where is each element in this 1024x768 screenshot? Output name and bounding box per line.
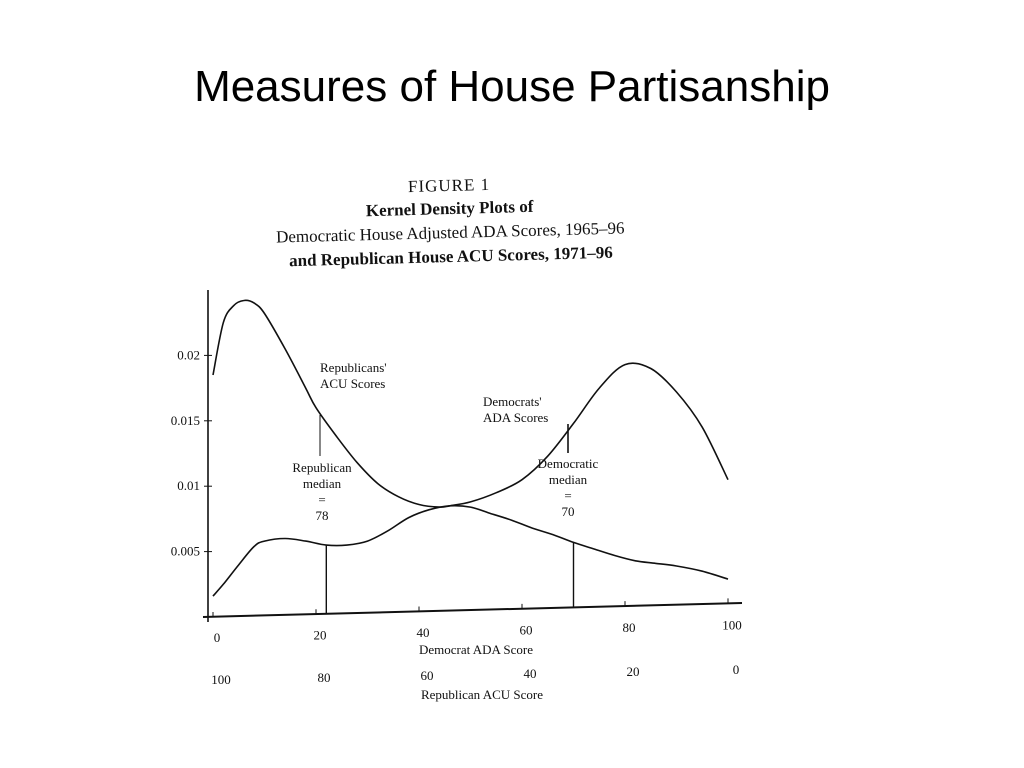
annotation-democrats-label: ADA Scores (483, 410, 549, 425)
x-tick-label-secondary: 80 (317, 670, 331, 685)
slide-title: Measures of House Partisanship (194, 62, 830, 111)
annotation-republican-median: 78 (315, 508, 329, 523)
y-tick-label: 0.005 (170, 543, 200, 559)
x-tick-label-secondary: 0 (732, 662, 740, 677)
annotation-democratic-median: median (548, 472, 588, 487)
annotation-republican-median: = (318, 492, 326, 507)
x-tick-label-secondary: 60 (420, 668, 434, 683)
x-tick-label: 100 (722, 617, 742, 633)
figure-caption-line-1: Kernel Density Plots of (365, 196, 534, 221)
x-tick-label: 60 (519, 622, 533, 638)
x-tick-label: 40 (416, 625, 430, 640)
y-tick-label: 0.02 (177, 347, 200, 363)
x-axis-label: Democrat ADA Score (418, 642, 534, 657)
x-tick-label-secondary: 20 (626, 664, 640, 679)
annotation-democrats-label: Democrats' (483, 394, 542, 409)
annotation-republican-median: Republican (292, 460, 352, 475)
y-tick-label: 0.015 (170, 412, 200, 428)
annotation-republicans-label: Republicans' (320, 360, 387, 375)
x-tick-label: 0 (213, 630, 221, 645)
x-tick-label-secondary: 40 (523, 666, 537, 681)
annotation-democratic-median: = (564, 488, 572, 503)
series-line-democrats (213, 506, 728, 596)
annotation-republicans-label: ACU Scores (320, 376, 386, 391)
x-tick-label-secondary: 100 (211, 672, 231, 687)
figure-caption-line-3: and Republican House ACU Scores, 1971–96 (288, 242, 613, 271)
annotation-democratic-median: 70 (561, 504, 575, 519)
figure-caption-line-2: Democratic House Adjusted ADA Scores, 1965–96 (275, 218, 625, 247)
y-tick-label: 0.01 (177, 478, 200, 494)
x-tick-label: 20 (313, 627, 327, 643)
x-axis-label-secondary: Republican ACU Score (420, 687, 544, 702)
annotation-republican-median: median (302, 476, 342, 491)
x-axis-line (203, 603, 742, 617)
x-tick-label: 80 (622, 620, 636, 635)
annotation-democratic-median: Democratic (537, 456, 599, 471)
figure-number: FIGURE 1 (407, 174, 491, 197)
series-line-republicans (213, 300, 728, 507)
